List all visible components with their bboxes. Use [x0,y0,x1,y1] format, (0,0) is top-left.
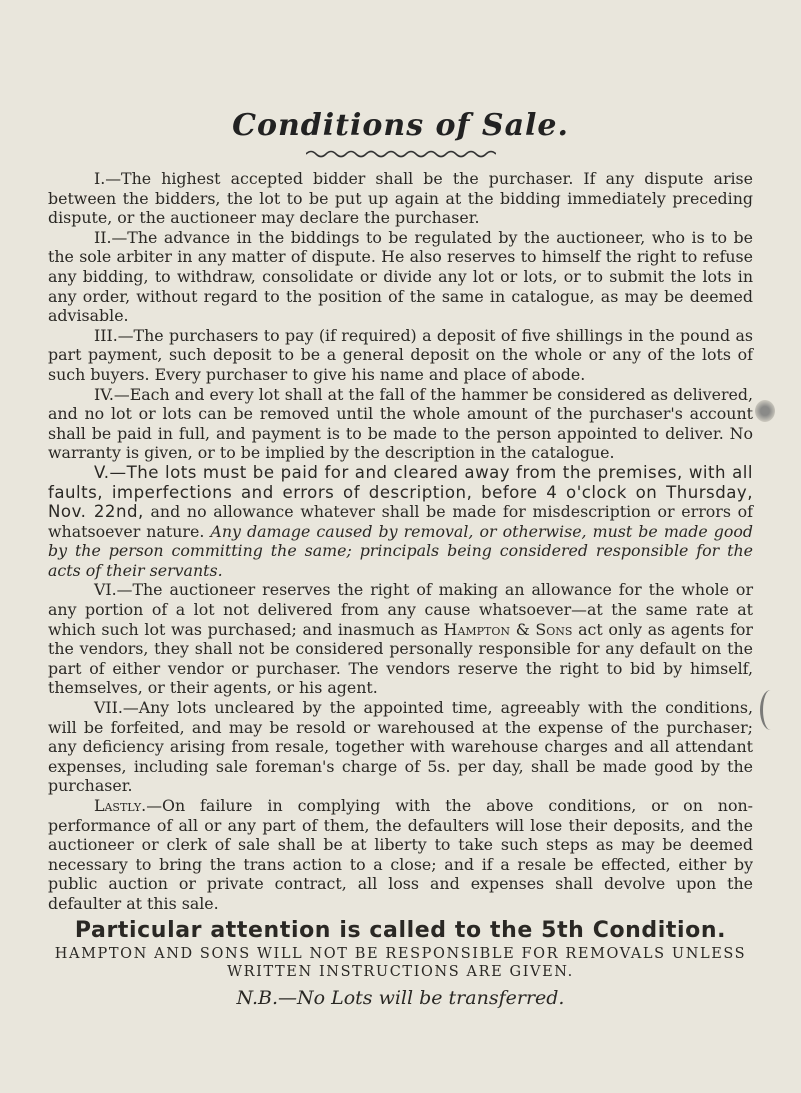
paper-blemish [755,400,775,422]
condition-3: III.—The purchasers to pay (if required) a deposit of five shillings in the pound as part payment, such deposit to be a general deposit on the whole or any of the lots of such buyers. Every purchaser to give his name and place of abode. [48,325,753,384]
condition-5-italic: Any damage caused by removal, or otherwise, must be made good by the person committing the same; principals being considered responsible for the acts of their servants. [48,521,753,580]
wavy-divider [306,149,496,159]
attention-notice: Particular attention is called to the 5th Condition. [74,917,727,943]
firm-name: Hampton & Sons [443,619,573,639]
condition-5 [48,463,753,581]
nb-notice: N.B.—No Lots will be transferred. [236,986,565,1009]
page-title: Conditions of Sale. [232,108,569,143]
condition-5-text: and no allowance whatever shall be made for misdescription or errors of whatsoever nature. [48,502,753,541]
condition-1: I.—The highest accepted bidder shall be the purchaser. If any dispute arise between the bidders, the lot to be put up again at the bidding immediately preceding dispute, or the auctioneer may declare the purchaser. [48,169,753,228]
condition-2: II.—The advance in the biddings to be regulated by the auctioneer, who is to be the sole arbiter in any matter of dispute. He also reserves to himself the right to refuse any bidding, to withdraw, consolidate or divide any lot or lots, or to submit the lots in any order, without regard to the position of the same in catalogue, as may be deemed advisable. [48,227,753,326]
removals-notice [48,945,753,981]
condition-5-emphasis: V.—The lots must be paid for and cleared away from the premises, with all faults, imperfections and errors of description, before 4 o'clock on Thursday, Nov. 22nd, [48,462,753,522]
condition-6-text-start: VI.—The auctioneer reserves the right of making an allowance for the whole or any portion of a lot not delivered from any cause whatsoever—at the same rate at which such lot was purchased; and inasmuch as [48,580,753,639]
condition-lastly [48,796,753,914]
condition-6-text-end: act only as agents for the vendors, they shall not be considered personally responsible for any default on the part of either vendor or purchaser. The vendors reserve the right to bid by himself, themselves, or their agents, or his agent. [48,619,753,698]
condition-4: IV.—Each and every lot shall at the fall of the hammer be considered as delivered, and no lot or lots can be removed until the whole amount of the purchaser's account shall be paid in full, and payment is to be made to the person appointed to deliver. No warranty is given, or to be implied by the description in the catalogue. [48,384,753,463]
condition-6 [48,580,753,698]
removals-notice-text: HAMPTON AND SONS WILL NOT BE RESPONSIBLE FOR REMOVALS UNLESS WRITTEN INSTRUCTIONS ARE GIVEN. [54,945,747,980]
lastly-label: Lastly. [94,796,147,815]
condition-7: VII.—Any lots uncleared by the appointed time, agreeably with the conditions, will be forfeited, and may be resold or warehoused at the expense of the purchaser; any deficiency arising from resale, together with warehouse charges and all attendant expenses, including sale foreman's charge of 5s. per day, shall be made good by the purchaser. [48,698,753,796]
paper-blemish [760,690,781,730]
lastly-text: —On failure in complying with the above conditions, or on non-performance of all or any part of them, the defaulters will lose their deposits, and the auctioneer or clerk of sale shall be at liberty to take such steps as may be deemed necessary to bring the trans action to a close; and if a resale be effected, either by public auction or private contract, all loss and expenses shall devolve upon the defaulter at this sale. [48,796,753,913]
